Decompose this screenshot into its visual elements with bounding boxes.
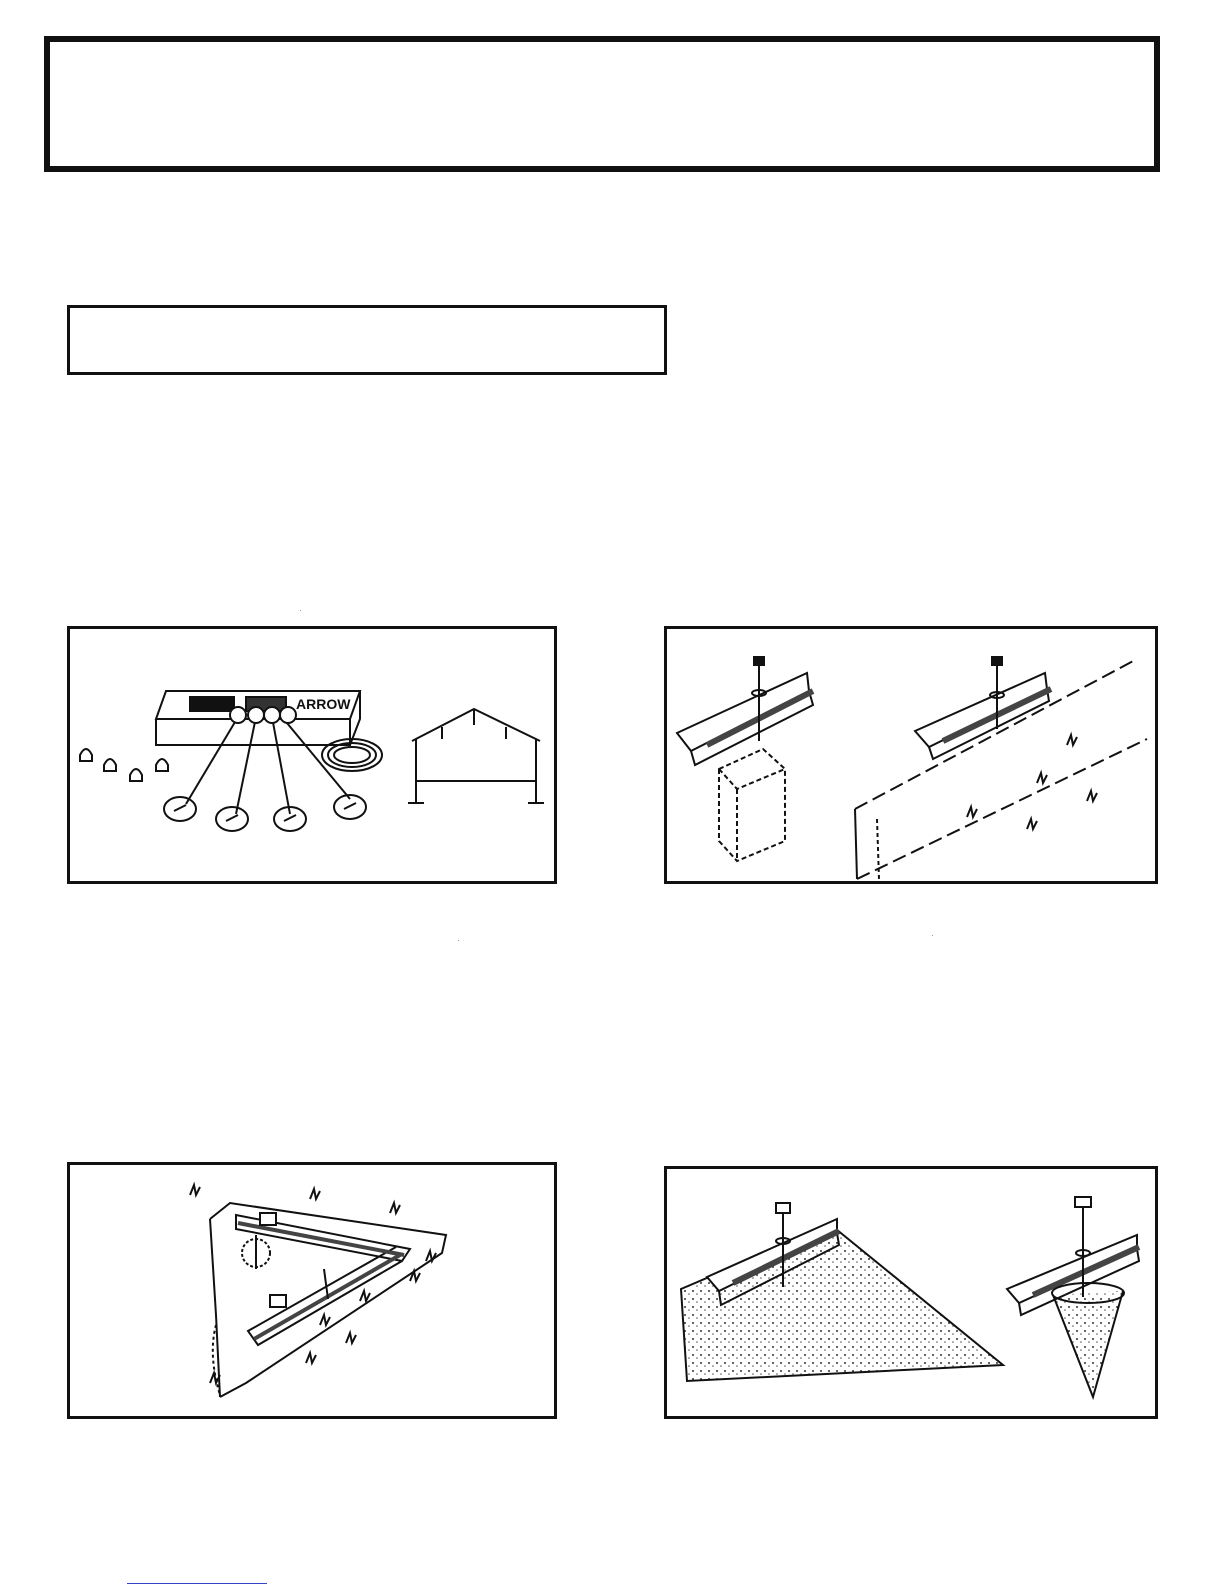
figure-frame-on-ground	[67, 1162, 557, 1419]
wood-base-illustration	[667, 629, 1155, 881]
scan-speck	[932, 935, 933, 936]
scan-speck	[300, 610, 301, 611]
anchor-kit-illustration	[70, 629, 554, 881]
figure-anchor-kit	[67, 626, 557, 884]
figure-concrete-base	[664, 1166, 1158, 1419]
scan-speck	[458, 940, 459, 941]
arrow-logo-text: ARROW	[296, 696, 351, 712]
title-box	[44, 36, 1160, 172]
frame-on-ground-illustration	[70, 1165, 554, 1416]
figure-wood-base	[664, 626, 1158, 884]
footer-link-underline[interactable]	[127, 1583, 267, 1584]
section-heading-box	[67, 305, 667, 375]
concrete-base-illustration	[667, 1169, 1155, 1416]
